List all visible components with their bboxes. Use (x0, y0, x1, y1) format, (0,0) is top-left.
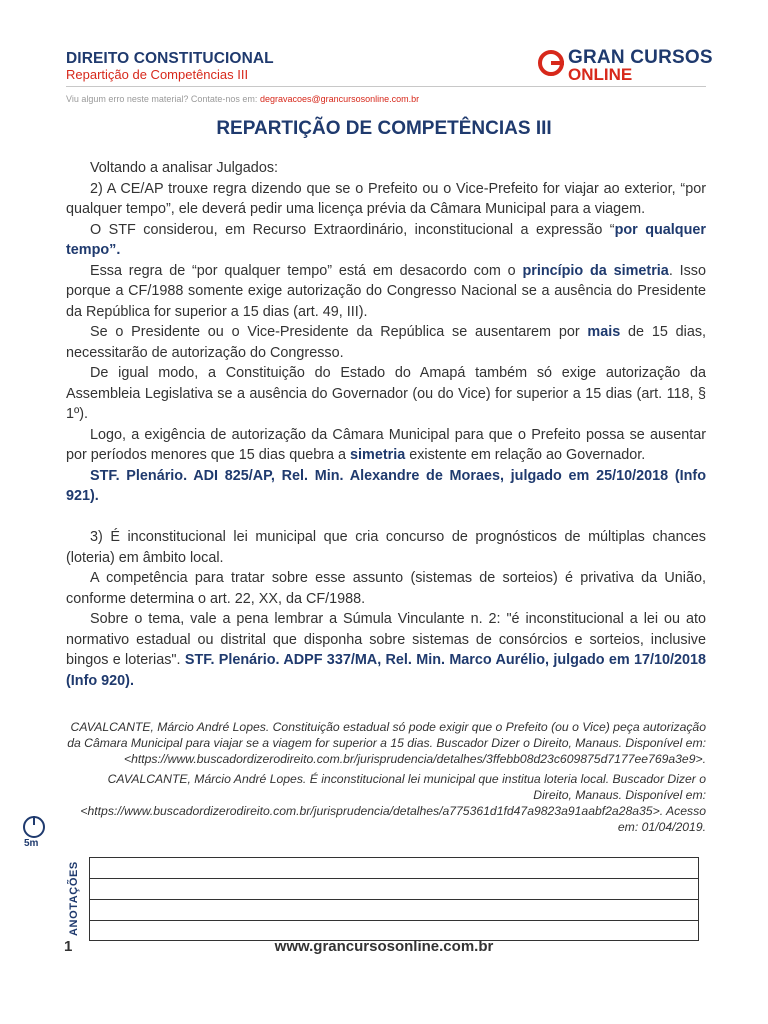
logo-line2: ONLINE (568, 65, 633, 84)
paragraph-conclusion: Logo, a exigência de autorização da Câmara Municipal para que o Prefeito possa se ausentar por períodos menores que 15 dias quebra a simetria existente em relação ao Governador. (66, 426, 706, 463)
reference-2: CAVALCANTE, Márcio André Lopes. É inconstitucional lei municipal que institua loteria local. Buscador Dizer o Direito, Manaus. Disponível em: <https://www.buscadordizerodireito.com.br/jurisprudencia/detalhes/a775361d1fd47a9823a91aabf2a28a35>. Acesso em: 01/04/2019. (80, 772, 706, 834)
logo-line1: GRAN CURSOS (568, 47, 713, 68)
header-topic: Repartição de Competências III (66, 67, 249, 82)
document-body (66, 158, 706, 691)
highlight-mais: mais (587, 324, 621, 340)
spacer (66, 507, 706, 528)
error-report-line (66, 94, 419, 104)
paragraph-competencia: A competência para tratar sobre esse assunto (sistemas de sorteios) é privativa da União, conforme determina o art. 22, XX, da CF/1988. (66, 570, 706, 607)
timer-label: 5m (24, 838, 39, 849)
citation-adpf-337: STF. Plenário. ADPF 337/MA, Rel. Min. Marco Aurélio, julgado em 17/10/2018 (Info 920). (66, 652, 706, 689)
notes-area[interactable] (89, 857, 699, 941)
paragraph-amapa: De igual modo, a Constituição do Estado do Amapá também só exige autorização da Assembleia Legislativa se a ausência do Governador (ou do Vice) for superior a 15 dias (art. 118, § 1º). (66, 365, 706, 422)
header-subject: DIREITO CONSTITUCIONAL (66, 50, 274, 67)
highlight-expression: por qualquer tempo”. (66, 221, 706, 258)
timer-icon (23, 816, 45, 838)
paragraph-intro: Voltando a analisar Julgados: (90, 160, 279, 176)
error-report-email-link[interactable]: degravacoes@grancursosonline.com.br (259, 94, 420, 104)
paragraph-simetria: Essa regra de “por qualquer tempo” está em desacordo com o princípio da simetria. Isso porque a CF/1988 somente exige autorização do Congresso Nacional se a ausência do Presidente da República for superior a 15 dias (art. 49, III). (66, 262, 707, 320)
notes-line (90, 920, 698, 921)
notes-label: ANOTAÇÕES (68, 861, 80, 936)
paragraph-stf-expression: O STF considerou, em Recurso Extraordinário, inconstitucional a expressão “por qualquer tempo”. (66, 221, 706, 258)
highlight-simetria: simetria (350, 447, 406, 463)
page-number: 1 (64, 938, 73, 955)
footer-url-link[interactable]: www.grancursosonline.com.br (274, 938, 494, 955)
references (66, 720, 706, 836)
paragraph-sumula: Sobre o tema, vale a pena lembrar a Súmula Vinculante n. 2: "é inconstitucional a lei ou ato normativo estadual ou distrital que disponha sobre sistemas de consórcios e sorteios, inclusive bingos e loterias". STF. Plenário. ADPF 337/MA, Rel. Min. Marco Aurélio, julgado em 17/10/2018 (Info 920). (66, 611, 706, 689)
error-report-text: Viu algum erro neste material? Contate-nos em: (66, 94, 260, 104)
page-title: REPARTIÇÃO DE COMPETÊNCIAS III (216, 118, 552, 139)
paragraph-case-3: 3) É inconstitucional lei municipal que cria concurso de prognósticos de múltiplas chances (loteria) em âmbito local. (66, 529, 706, 566)
paragraph-presidente: Se o Presidente ou o Vice-Presidente da República se ausentarem por mais de 15 dias, necessitarão de autorização do Congresso. (66, 324, 707, 361)
highlight-principio: princípio da simetria (522, 262, 669, 279)
gran-logo-icon (538, 50, 564, 76)
reference-1: CAVALCANTE, Márcio André Lopes. Constituição estadual só pode exigir que o Prefeito (ou o Vice) peça autorização da Câmara Municipal para viajar se a viagem for superior a 15 dias. Buscador Dizer o Direito, Manaus. Disponível em: <https://www.buscadordizerodireito.com.br/jurisprudencia/detalhes/3ffebb08d23c609875d7177ee769a3e9>. (67, 720, 706, 766)
notes-line (90, 899, 698, 900)
citation-adi-825: STF. Plenário. ADI 825/AP, Rel. Min. Alexandre de Moraes, julgado em 25/10/2018 (Info 921). (66, 467, 706, 504)
paragraph-case-2: 2) A CE/AP trouxe regra dizendo que se o Prefeito ou o Vice-Prefeito for viajar ao exterior, “por qualquer tempo”, ele deverá pedir uma licença prévia da Câmara Municipal para a viagem. (66, 180, 706, 217)
gran-cursos-logo[interactable] (538, 47, 713, 84)
header-divider (66, 86, 706, 87)
notes-line (90, 878, 698, 879)
